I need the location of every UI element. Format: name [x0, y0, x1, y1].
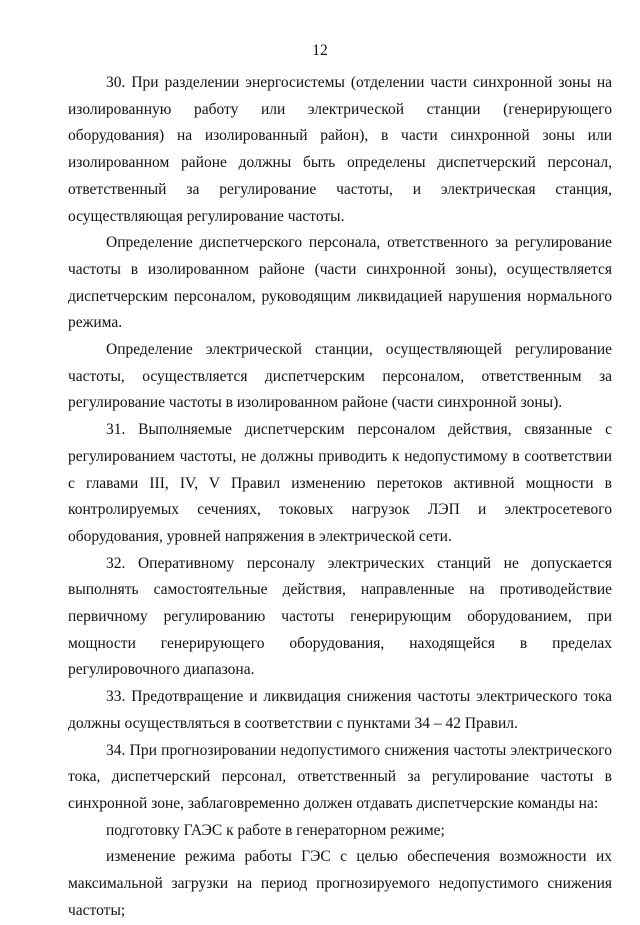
paragraph-31: 31. Выполняемые диспетчерским персоналом действия, связанные с регулированием частоты, не должны приводить к недопустимому в соответствии с главами III, IV, V Правил изменению перетоков активной мощности в контролируемых сечениях, токовых нагрузок ЛЭП и электросетевого оборудования, уровней напряжения в электрической сети. [68, 421, 612, 545]
paragraph-station-definition: Определение электрической станции, осуществляющей регулирование частоты, осуществляется диспетчерским персоналом, ответственным за регулирование частоты в изолированном районе (части синхронной зоны). [68, 341, 612, 412]
page-number: 12 [312, 42, 328, 59]
list-item-ges: изменение режима работы ГЭС с целью обеспечения возможности их максимальной загрузки на период прогнозируемого недопустимого снижения частоты; [68, 848, 612, 919]
list-item-gaes: подготовку ГАЭС к работе в генераторном режиме; [106, 821, 445, 839]
paragraph-34: 34. При прогнозировании недопустимого снижения частоты электрического тока, диспетчерский персонал, ответственный за регулирование частоты в синхронной зоне, заблаговременно должен отдавать диспетчерские команды на: [68, 741, 612, 812]
paragraph-30: 30. При разделении энергосистемы (отделении части синхронной зоны на изолированную работу или электрической станции (генерирующего оборудования) на изолированный район), в части синхронной зоны или изолированном районе должны быть определены диспетчерский персонал, ответственный за регулирование частоты, и электрическая станция, осуществляющая регулирование частоты. [68, 74, 612, 225]
document-body [68, 70, 612, 925]
paragraph-33: 33. Предотвращение и ликвидация снижения частоты электрического тока должны осуществляться в соответствии с пунктами 34 – 42 Правил. [68, 688, 612, 732]
paragraph-32: 32. Оперативному персоналу электрических станций не допускается выполнять самостоятельные действия, направленные на противодействие первичному регулированию частоты генерирующим оборудованием, при мощности генерирующего оборудования, находящейся в пределах регулировочного диапазона. [68, 554, 612, 679]
paragraph-dispatcher-definition: Определение диспетчерского персонала, ответственного за регулирование частоты в изолированном районе (части синхронной зоны), осуществляется диспетчерским персоналом, руководящим ликвидацией нарушения нормального режима. [68, 234, 612, 332]
